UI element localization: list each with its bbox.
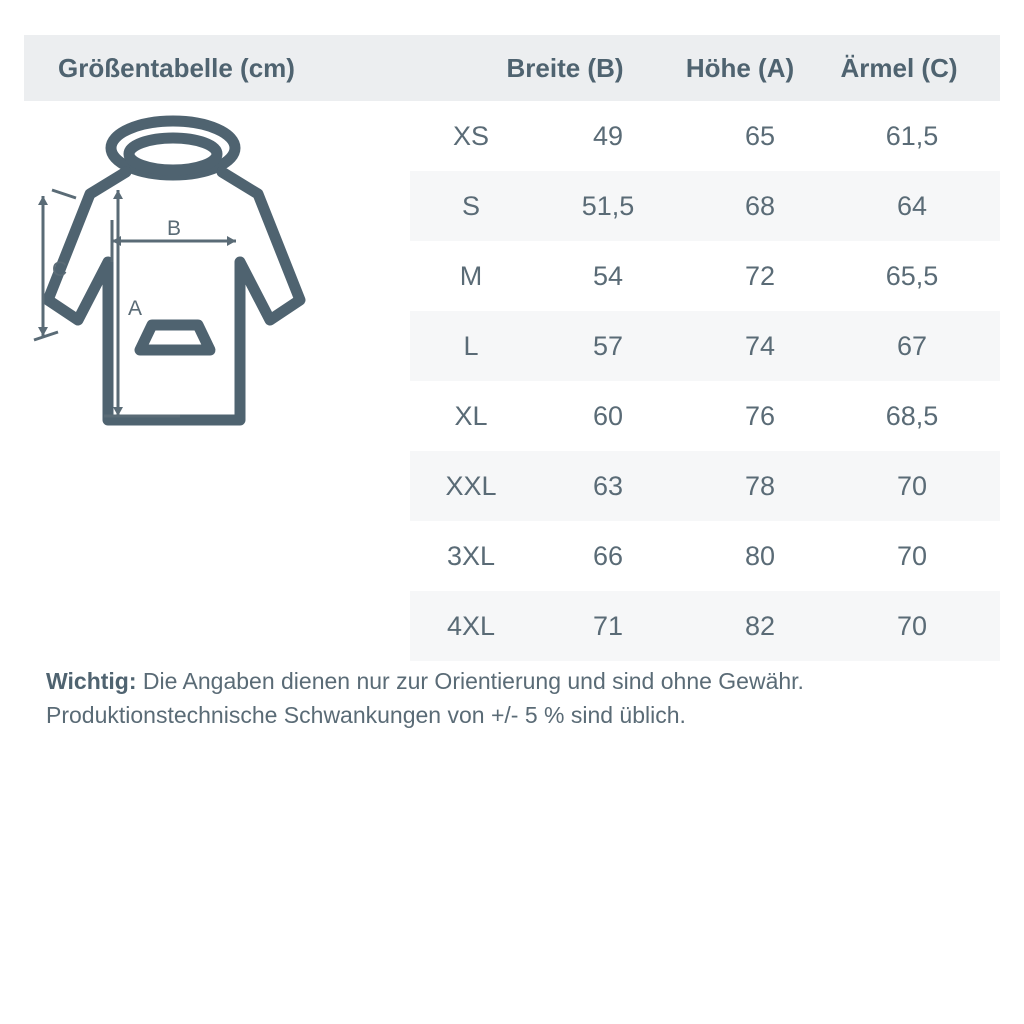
cell-size: S: [461, 190, 480, 221]
cell-breite: 51,5: [581, 190, 635, 221]
hoodie-illustration: [30, 110, 410, 460]
cell-hoehe: 80: [744, 540, 776, 571]
cell-hoehe: 76: [744, 400, 776, 431]
disclaimer-label: Wichtig:: [46, 668, 137, 694]
cell-breite: 60: [592, 400, 624, 431]
disclaimer-note: [46, 664, 986, 732]
cell-breite: 49: [592, 120, 624, 151]
column-headers: [470, 53, 1000, 84]
cell-hoehe: 68: [744, 190, 776, 221]
size-table: [410, 101, 1000, 661]
table-row: [410, 241, 1000, 311]
cell-aermel: 68,5: [885, 400, 939, 431]
cell-breite: 54: [592, 260, 624, 291]
measure-label-c: C: [52, 258, 68, 281]
cell-aermel: 70: [896, 470, 928, 501]
cell-size: 4XL: [446, 610, 496, 641]
cell-aermel: 61,5: [885, 120, 939, 151]
cell-size: L: [463, 330, 479, 361]
cell-aermel: 70: [896, 540, 928, 571]
disclaimer-text: Die Angaben dienen nur zur Orientierung und sind ohne Gewähr. Produktionstechnische Schwankungen von +/- 5 % sind üblich.: [46, 668, 804, 728]
column-header-aermel: Ärmel (C): [840, 52, 958, 83]
table-row: [410, 381, 1000, 451]
cell-size: 3XL: [446, 540, 496, 571]
cell-aermel: 64: [896, 190, 928, 221]
table-row: [410, 451, 1000, 521]
measure-label-b: B: [167, 217, 182, 240]
table-row: [410, 311, 1000, 381]
column-header-breite: Breite (B): [506, 52, 624, 83]
column-header-hoehe: Höhe (A): [685, 52, 795, 83]
cell-size: M: [459, 260, 483, 291]
table-header: [24, 35, 1000, 101]
cell-aermel: 65,5: [885, 260, 939, 291]
cell-breite: 66: [592, 540, 624, 571]
table-row: [410, 101, 1000, 171]
cell-size: XXL: [445, 470, 497, 501]
cell-hoehe: 74: [744, 330, 776, 361]
page-title: Größentabelle (cm): [58, 52, 295, 83]
cell-breite: 63: [592, 470, 624, 501]
cell-size: XL: [454, 400, 488, 431]
cell-breite: 57: [592, 330, 624, 361]
cell-hoehe: 78: [744, 470, 776, 501]
cell-size: XS: [452, 120, 490, 151]
table-row: [410, 521, 1000, 591]
cell-hoehe: 72: [744, 260, 776, 291]
cell-breite: 71: [592, 610, 624, 641]
cell-aermel: 67: [896, 330, 928, 361]
cell-hoehe: 65: [744, 120, 776, 151]
table-row: [410, 171, 1000, 241]
measure-label-a: A: [128, 297, 143, 320]
hoodie-outline: [48, 121, 300, 420]
cell-aermel: 70: [896, 610, 928, 641]
cell-hoehe: 82: [744, 610, 776, 641]
table-row: [410, 591, 1000, 661]
